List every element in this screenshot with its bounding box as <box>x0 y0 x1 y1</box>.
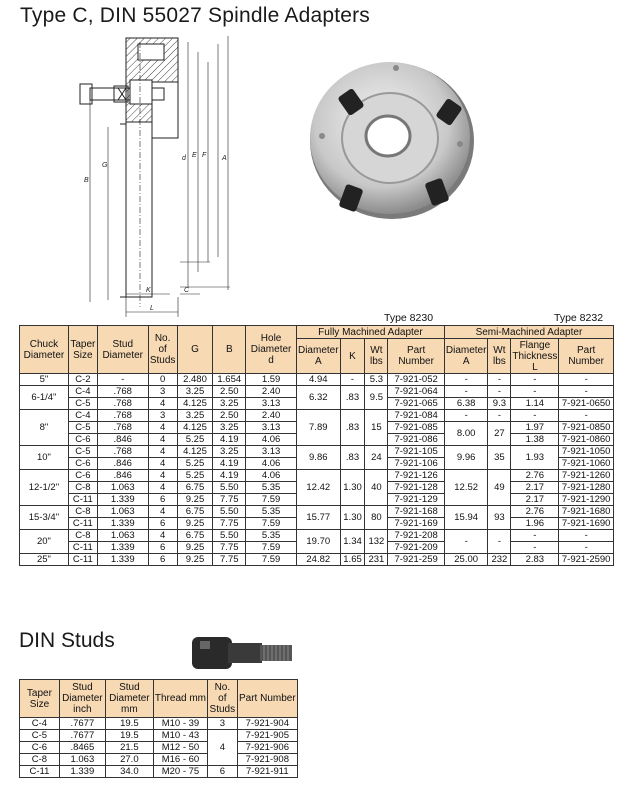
col-stud-taper: Taper Size <box>20 680 60 718</box>
dim-label-k: K <box>146 287 151 294</box>
col-stud-part: Part Number <box>237 680 297 718</box>
table-row: C-8 1.063 27.0 M16 - 60 7-921-908 <box>20 754 298 766</box>
col-taper: Taper Size <box>68 326 97 374</box>
table-row: C-11 1.339 6 9.25 7.75 7.59 7-921-169 1.96 7-921-1690 <box>20 518 614 530</box>
col-full-dia: Diameter A <box>296 339 340 374</box>
col-semi-wt: Wt lbs <box>488 339 511 374</box>
col-chuck: Chuck Diameter <box>20 326 69 374</box>
dim-label-l: L <box>150 305 154 312</box>
col-stud-thread: Thread mm <box>153 680 207 718</box>
table-row: C-11 1.339 6 9.25 7.75 7.59 7-921-209 - - <box>20 542 614 554</box>
din-studs-title: DIN Studs <box>19 629 115 652</box>
col-semi-flange: Flange Thickness L <box>512 339 558 373</box>
col-g: G <box>177 326 213 374</box>
dim-label-d: d <box>182 155 186 162</box>
table-row: 20" C-8 1.063 4 6.75 5.50 5.35 19.70 1.34 132 7-921-208 - - - - <box>20 530 614 542</box>
type-8232-label: Type 8232 <box>554 312 604 324</box>
type-8230-label: Type 8230 <box>384 312 434 324</box>
din-studs-table <box>19 679 298 778</box>
col-full-part: Part Number <box>388 339 445 374</box>
dim-label-a: A <box>222 155 227 162</box>
table-row: C-6 .8465 21.5 M12 - 50 7-921-906 <box>20 742 298 754</box>
col-stud-inch: Stud Diameter inch <box>59 680 105 718</box>
table-row: C-5 .7677 19.5 M10 - 43 4 7-921-905 <box>20 730 298 742</box>
col-stud-n: No. of Studs <box>208 680 238 718</box>
col-semi-part: Part Number <box>559 339 614 374</box>
table-row: 8" C-4 .768 3 3.25 2.50 2.40 7.89 .83 15 7-921-084 - - - - <box>20 410 614 422</box>
table-row: C-5 .768 4 4.125 3.25 3.13 7-921-065 6.38 9.3 1.14 7-921-0650 <box>20 398 614 410</box>
page-title: Type C, DIN 55027 Spindle Adapters <box>20 4 371 27</box>
table-row: C-8 1.063 4 6.75 5.50 5.35 7-921-128 2.17 7-921-1280 <box>20 482 614 494</box>
col-stud: Stud Diameter <box>97 326 148 374</box>
col-stud-mm: Stud Diameter mm <box>105 680 153 718</box>
table-row: C-11 1.339 6 9.25 7.75 7.59 7-921-129 2.17 7-921-1290 <box>20 494 614 506</box>
table-row: 15-3/4" C-8 1.063 4 6.75 5.50 5.35 15.77 1.30 80 7-921-168 15.94 93 2.76 7-921-1680 <box>20 506 614 518</box>
dim-label-b: B <box>84 177 89 184</box>
col-hole: Hole Diameter d <box>246 326 297 374</box>
col-nstuds: No. of Studs <box>148 326 177 374</box>
col-group-full: Fully Machined Adapter <box>296 326 444 339</box>
dim-label-e: E <box>192 152 197 159</box>
table-row: C-6 .846 4 5.25 4.19 4.06 7-921-106 7-921-1060 <box>20 458 614 470</box>
table-row: 12-1/2" C-6 .846 4 5.25 4.19 4.06 12.42 1.30 40 7-921-126 12.52 49 2.76 7-921-1260 <box>20 470 614 482</box>
table-row: 6-1/4" C-4 .768 3 3.25 2.50 2.40 6.32 .83 9.5 7-921-064 - - - - <box>20 386 614 398</box>
dim-label-c: C <box>184 287 190 294</box>
dim-label-g: G <box>102 162 108 169</box>
table-row: C-6 .846 4 5.25 4.19 4.06 7-921-086 1.38 7-921-0860 <box>20 434 614 446</box>
table-row: 10" C-5 .768 4 4.125 3.25 3.13 9.86 .83 24 7-921-105 9.96 35 1.93 7-921-1050 <box>20 446 614 458</box>
dim-label-f: F <box>202 152 207 159</box>
table-row: C-4 .7677 19.5 M10 - 39 3 7-921-904 <box>20 718 298 730</box>
col-full-wt: Wt lbs <box>365 339 388 374</box>
col-semi-dia: Diameter A <box>444 339 488 374</box>
table-row: C-5 .768 4 4.125 3.25 3.13 7-921-085 8.00 27 1.97 7-921-0850 <box>20 422 614 434</box>
table-row: C-11 1.339 34.0 M20 - 75 6 7-921-911 <box>20 766 298 778</box>
table-row: 5" C-2 - 0 2.480 1.654 1.59 4.94 - 5.3 7-921-052 - - - - <box>20 374 614 386</box>
col-full-k: K <box>340 339 365 374</box>
adapter-technical-drawing <box>30 32 260 317</box>
spindle-adapter-table <box>19 325 614 566</box>
col-b: B <box>213 326 246 374</box>
din-stud-photo <box>190 633 300 673</box>
adapter-photo <box>300 56 485 226</box>
table-row: 25" C-11 1.339 6 9.25 7.75 7.59 24.82 1.65 231 7-921-259 25.00 232 2.83 7-921-2590 <box>20 554 614 566</box>
col-group-semi: Semi-Machined Adapter <box>444 326 613 339</box>
